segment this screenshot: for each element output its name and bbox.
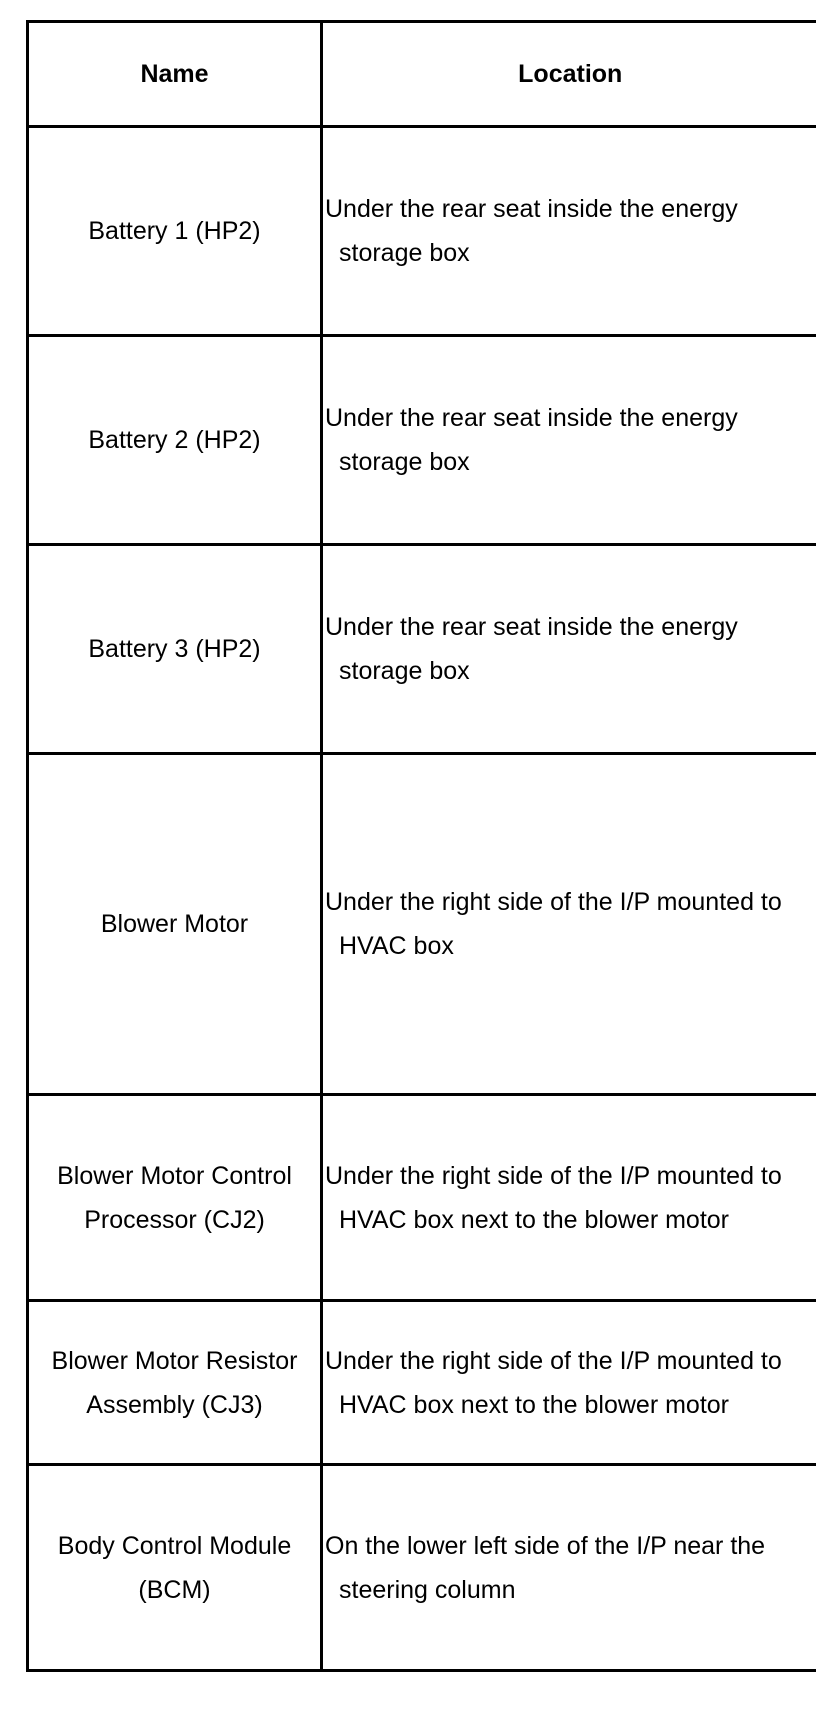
table-row bbox=[28, 127, 816, 336]
location-text: Under the right side of the I/P mounted to HVAC box next to the blower motor bbox=[325, 1161, 782, 1234]
location-text: Under the rear seat inside the energy storage box bbox=[325, 404, 738, 476]
location-text: Under the right side of the I/P mounted to HVAC box next to the blower motor bbox=[325, 1346, 782, 1419]
location-cell bbox=[322, 754, 816, 1095]
header-name: Name bbox=[28, 22, 322, 127]
name-text: Blower Motor bbox=[100, 910, 249, 938]
name-cell bbox=[28, 545, 322, 754]
location-cell bbox=[322, 545, 816, 754]
table-header-row bbox=[28, 22, 816, 127]
location-text: On the lower left side of the I/P near the steering column bbox=[325, 1531, 766, 1604]
name-text: Blower Motor Resistor Assembly (CJ3) bbox=[51, 1346, 298, 1419]
component-location-table bbox=[26, 20, 816, 1672]
location-cell bbox=[322, 1465, 816, 1671]
table-row bbox=[28, 545, 816, 754]
location-cell bbox=[322, 1301, 816, 1465]
name-cell bbox=[28, 127, 322, 336]
name-cell bbox=[28, 1301, 322, 1465]
table-row bbox=[28, 1301, 816, 1465]
location-text: Under the rear seat inside the energy storage box bbox=[325, 195, 738, 267]
table-row bbox=[28, 754, 816, 1095]
name-cell bbox=[28, 1465, 322, 1671]
location-text: Under the right side of the I/P mounted to HVAC box bbox=[325, 888, 782, 960]
name-cell bbox=[28, 1095, 322, 1301]
name-text: Battery 2 (HP2) bbox=[88, 426, 261, 454]
table-row bbox=[28, 336, 816, 545]
name-text: Battery 1 (HP2) bbox=[88, 217, 261, 245]
location-cell bbox=[322, 336, 816, 545]
location-cell bbox=[322, 1095, 816, 1301]
header-location: Location bbox=[322, 22, 816, 127]
name-cell bbox=[28, 336, 322, 545]
name-cell bbox=[28, 754, 322, 1095]
name-text: Battery 3 (HP2) bbox=[88, 635, 261, 663]
component-location-table-container bbox=[26, 20, 816, 1672]
table-row bbox=[28, 1095, 816, 1301]
location-text: Under the rear seat inside the energy storage box bbox=[325, 613, 738, 685]
location-cell bbox=[322, 127, 816, 336]
table-row bbox=[28, 1465, 816, 1671]
name-text: Body Control Module (BCM) bbox=[57, 1531, 292, 1604]
name-text: Blower Motor Control Processor (CJ2) bbox=[57, 1161, 292, 1234]
